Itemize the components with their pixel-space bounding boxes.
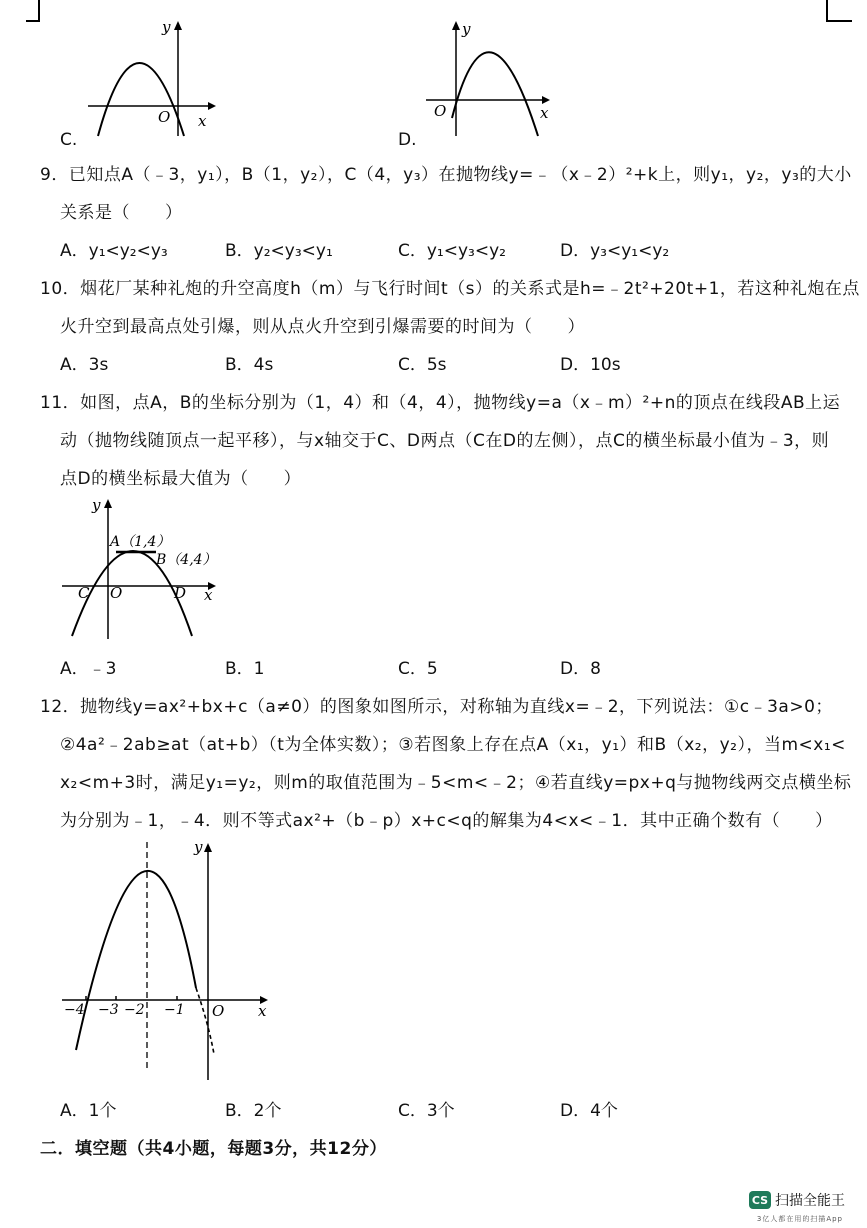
section-heading-fill-blank: 二．填空题（共4小题，每题3分，共12分）	[40, 1139, 387, 1159]
q10-option-b: B．4s	[225, 355, 274, 375]
graph-option-d	[420, 18, 560, 138]
svg-text:−3: −3	[98, 1002, 119, 1018]
svg-text:x: x	[198, 112, 207, 130]
brand-name: 扫描全能王	[775, 1193, 845, 1209]
q10-option-a: A．3s	[60, 355, 109, 375]
svg-text:O: O	[212, 1002, 225, 1020]
q11-line-3: 点D的横坐标最大值为（ ）	[60, 469, 302, 489]
q11-option-c: C．5	[398, 659, 438, 679]
svg-text:y: y	[194, 838, 203, 856]
svg-text:−4: −4	[64, 1002, 85, 1018]
q11-graph	[58, 494, 228, 644]
q10-line-2: 火升空到最高点处引爆，则从点火升空到引爆需要的时间为（ ）	[60, 317, 585, 337]
q12-line-3: x₂<m+3时，满足y₁=y₂，则m的取值范围为﹣5<m<﹣2；④若直线y=px+q与抛物线两交点横坐标	[60, 773, 852, 793]
corner-mark-left	[26, 0, 40, 22]
graph-d-label: D.	[398, 130, 417, 150]
svg-text:y: y	[92, 496, 101, 514]
q9-line-2: 关系是（ ）	[60, 203, 183, 223]
svg-text:−1: −1	[164, 1002, 185, 1018]
q12-option-a: A．1个	[60, 1101, 117, 1121]
svg-text:−2: −2	[124, 1002, 145, 1018]
svg-text:x: x	[540, 104, 549, 122]
q11-line-2: 动（抛物线随顶点一起平移），与x轴交于C、D两点（C在D的左侧），点C的横坐标最小值为﹣3，则	[60, 431, 830, 451]
q11-option-a: A．﹣3	[60, 659, 117, 679]
svg-text:O: O	[158, 108, 171, 126]
svg-text:y: y	[162, 18, 171, 36]
q12-line-4: 为分别为﹣1，﹣4．则不等式ax²+（b﹣p）x+c<q的解集为4<x<﹣1．其中正确个数有（ ）	[60, 811, 833, 831]
q9-line-1: 9．已知点A（﹣3，y₁），B（1，y₂），C（4，y₃）在抛物线y=﹣（x﹣2）²+k上，则y₁，y₂，y₃的大小	[40, 165, 852, 185]
svg-text:B（4,4）: B（4,4）	[156, 552, 217, 568]
q11-option-d: D．8	[560, 659, 601, 679]
graph-option-c	[80, 18, 220, 138]
q12-option-b: B．2个	[225, 1101, 282, 1121]
svg-text:O: O	[434, 102, 447, 120]
brand-slogan: 3亿人都在用的扫描App	[756, 1215, 843, 1223]
svg-text:A（1,4）: A（1,4）	[110, 534, 171, 550]
graph-c-label: C.	[60, 130, 78, 150]
svg-text:D: D	[174, 584, 187, 602]
q11-option-b: B．1	[225, 659, 265, 679]
q12-option-c: C．3个	[398, 1101, 455, 1121]
corner-mark-right	[826, 0, 852, 22]
q9-option-d: D．y₃<y₁<y₂	[560, 241, 670, 261]
q12-option-d: D．4个	[560, 1101, 618, 1121]
q9-option-c: C．y₁<y₃<y₂	[398, 241, 506, 261]
svg-text:O: O	[110, 584, 123, 602]
q10-option-c: C．5s	[398, 355, 447, 375]
q10-option-d: D．10s	[560, 355, 621, 375]
q12-line-2: ②4a²﹣2ab≥at（at+b）（t为全体实数）；③若图象上存在点A（x₁，y₁）和B（x₂，y₂），当m<x₁<	[60, 735, 846, 755]
camscanner-logo-icon: CS	[749, 1191, 771, 1209]
svg-text:x: x	[258, 1002, 267, 1020]
svg-text:C: C	[78, 584, 90, 602]
q12-graph	[58, 836, 278, 1086]
q9-option-a: A．y₁<y₂<y₃	[60, 241, 168, 261]
svg-text:x: x	[204, 586, 213, 604]
q11-line-1: 11．如图，点A，B的坐标分别为（1，4）和（4，4），抛物线y=a（x﹣m）²+n的顶点在线段AB上运	[40, 393, 841, 413]
q12-line-1: 12．抛物线y=ax²+bx+c（a≠0）的图象如图所示，对称轴为直线x=﹣2，下列说法：①c﹣3a>0；	[40, 697, 833, 717]
q10-line-1: 10．烟花厂某种礼炮的升空高度h（m）与飞行时间t（s）的关系式是h=﹣2t²+20t+1，若这种礼炮在点	[40, 279, 860, 299]
scanner-watermark	[749, 1190, 845, 1210]
q9-option-b: B．y₂<y₃<y₁	[225, 241, 333, 261]
svg-text:y: y	[462, 20, 471, 38]
